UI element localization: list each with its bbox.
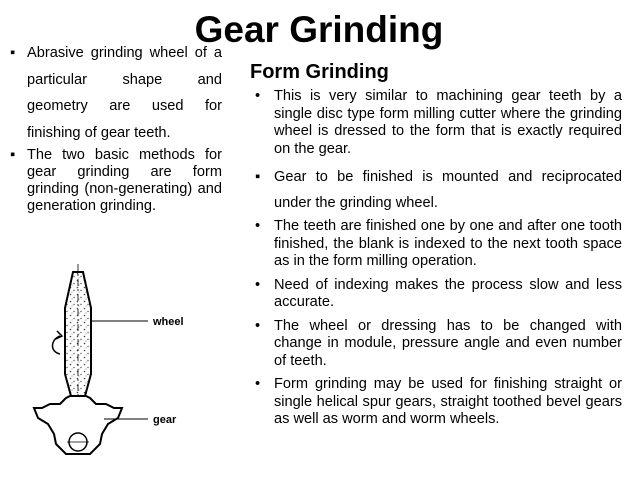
square-bullet-icon: ▪ [255, 169, 261, 185]
gear-label: gear [153, 414, 177, 426]
right-bullet-text: Form grinding may be used for finishing straight or single helical spur gears, straight toothed bevel gears as well as worm and worm wheels. [274, 376, 622, 427]
left-column [8, 40, 222, 215]
right-bullet [250, 164, 622, 216]
round-bullet-icon: • [255, 317, 261, 334]
form-grinding-figure [20, 258, 230, 468]
right-bullet-text: The wheel or dressing has to be changed with change in module, pressure angle and even number of teeth. [274, 317, 622, 369]
right-column [250, 60, 622, 435]
right-bullet-text: Gear to be finished is mounted and reciprocated under the grinding wheel. [274, 169, 622, 211]
square-bullet-icon: ▪ [10, 147, 16, 163]
square-bullet-icon: ▪ [10, 45, 16, 61]
slide-title: Gear Grinding [194, 9, 444, 50]
round-bullet-icon: • [255, 376, 261, 392]
right-bullet-text: The teeth are finished one by one and after one tooth finished, the blank is indexed to the next tooth space as in the form milling operation. [274, 218, 622, 269]
right-bullet [250, 376, 622, 429]
gear-blank-shape [34, 396, 122, 454]
right-bullet-text: This is very similar to machining gear teeth by a single disc type form milling cutter where the grinding wheel is dressed to the form that is exactly required on the gear. [274, 88, 622, 157]
section-heading: Form Grinding [250, 61, 389, 83]
round-bullet-icon: • [255, 88, 261, 104]
round-bullet-icon: • [255, 276, 261, 293]
left-bullet-text: Abrasive grinding wheel of a particular shape and geometry are used for finishing of gear teeth. [27, 45, 222, 141]
right-bullet-text: Need of indexing makes the process slow and less accurate. [274, 276, 622, 310]
left-bullet [8, 147, 222, 215]
round-bullet-icon: • [255, 218, 261, 234]
right-bullet [250, 218, 622, 271]
wheel-label: wheel [153, 316, 184, 328]
right-bullet [250, 88, 622, 158]
left-bullet-text: The two basic methods for gear grinding are form grinding (non-generating) and generation grinding. [27, 147, 222, 214]
left-bullet [8, 40, 222, 146]
right-bullet [250, 277, 622, 312]
right-bullet [250, 318, 622, 371]
